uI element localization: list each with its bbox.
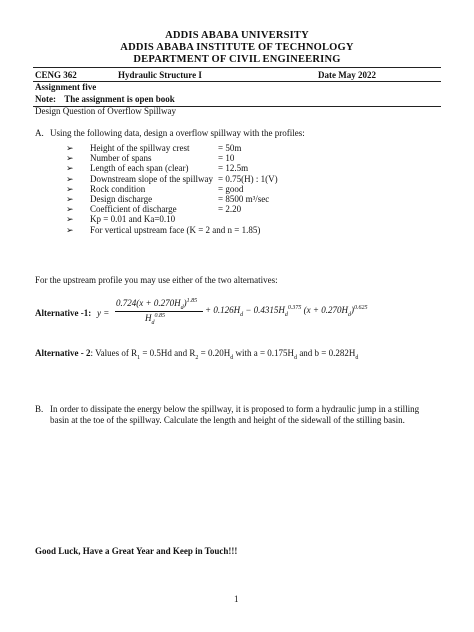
part-b-marker: B. [35,404,44,414]
alt1-rest-3-close: ) [350,305,354,315]
assignment-date: Date May 2022 [318,70,376,80]
bullet-icon: ➢ [66,194,74,204]
alt2-sub-2: 2 [195,354,199,361]
spec-item-value: = 10 [218,153,235,164]
alt2-label: Alternative - 2 [35,348,91,358]
alt2-text-3: = 0.20H [198,348,231,358]
alt1-rest [205,305,367,318]
alt2-sub-5: d [355,354,359,361]
alt1-label [35,308,91,318]
header-rule [33,67,441,68]
spec-item-label: Design discharge [90,194,153,204]
spec-item-label: Rock condition [90,183,146,194]
spec-item-label: Number of spans [90,153,152,164]
spec-item-label: Coefficient of discharge [90,204,177,215]
spec-item-label: Downstream slope of the spillway [90,173,213,184]
bullet-icon: ➢ [66,204,74,215]
alt1-rest-3: (x + 0.270H [303,305,348,315]
assignment-title: Assignment five [35,82,97,92]
department-name: DEPARTMENT OF CIVIL ENGINEERING [133,54,341,65]
alt1-denominator-text: H [145,313,152,323]
alt1-numerator-exp: 1.85 [186,298,198,304]
alt1-rest-2: − 0.4315H [245,305,285,315]
part-a-intro: Using the following data, design a overflow spillway with the profiles: [50,128,305,138]
part-a-marker: A. [35,128,44,138]
alt1-denominator [145,313,165,326]
page-number: 1 [234,594,239,604]
spec-item-value: = 50m [218,143,242,153]
upstream-note: For the upstream profile you may use either of the two alternatives: [35,275,278,285]
bullet-icon: ➢ [66,143,74,153]
bullet-icon: ➢ [66,153,74,164]
spec-item-label: Length of each span (clear) [90,163,189,174]
alt2-sub-1: 1 [137,354,141,361]
note-text: The assignment is open book [64,94,175,104]
alt2-text-2: = 0.5Hd and R [140,348,196,358]
note-label: Note: [35,94,56,104]
alt1-numerator-sub: d [180,304,184,311]
spec-item-label: Kp = 0.01 and Ka=0.10 [90,214,176,225]
alt1-colon: : [88,308,92,318]
alt1-rest-1: + 0.126H [205,305,241,315]
spec-item-label: Height of the spillway crest [90,143,190,153]
bullet-icon: ➢ [66,214,74,225]
alt1-lhs: y = [97,308,110,318]
closing-message: Good Luck, Have a Great Year and Keep in Touch!!! [35,546,238,556]
alt1-numerator-close: ) [183,298,187,308]
alt2-text-1: : Values of R [90,348,138,358]
alt1-fraction-bar [115,311,203,312]
alt1-numerator [116,298,197,311]
alt1-denominator-sub: d [151,319,155,326]
document-subtitle: Design Question of Overflow Spillway [35,106,176,116]
alt1-rest-1-sub: d [240,311,244,318]
alt1-label-text: Alternative -1 [35,308,89,318]
spec-item-value: = 2.20 [218,204,242,215]
alt1-numerator-text: 0.724(x + 0.270H [116,298,181,308]
university-name: ADDIS ABABA UNIVERSITY [165,30,309,41]
spec-item-label: For vertical upstream face (K = 2 and n = 1.85) [90,224,261,235]
alt1-rest-2-exp: 0.375 [287,305,302,311]
spec-item-value: = good [218,183,244,194]
alt2-text-4: with a = 0.175H [233,348,295,358]
alt2-line [35,348,358,361]
alt1-denominator-exp: 0.85 [154,313,165,319]
part-b-line-1: In order to dissipate the energy below the spillway, it is proposed to form a hydraulic jump in a stilling [50,404,420,414]
bullet-icon: ➢ [66,183,74,194]
bullet-icon: ➢ [66,173,74,184]
institute-name: ADDIS ABABA INSTITUTE OF TECHNOLOGY [120,42,354,53]
bullet-icon: ➢ [66,224,74,235]
alt1-rest-2-sub: d [284,311,288,318]
spec-item-value: = 12.5m [218,163,249,174]
note [35,94,175,104]
spec-item-value: = 0.75(H) : 1(V) [218,173,278,184]
alt2-text-5: and b = 0.282H [297,348,356,358]
part-b-line-2: basin at the toe of the spillway. Calculate the length and height of the sidewall of the stilling basin. [50,415,405,425]
alt1-rest-3-exp: 0.625 [353,305,368,311]
alt1-rest-3-sub: d [347,311,351,318]
course-name: Hydraulic Structure I [118,70,202,80]
alt2-sub-3: d [230,354,234,361]
alt2-sub-4: d [294,354,298,361]
bullet-icon: ➢ [66,163,74,174]
spec-item-value: = 8500 m³/sec [218,194,270,204]
course-code: CENG 362 [35,70,77,80]
